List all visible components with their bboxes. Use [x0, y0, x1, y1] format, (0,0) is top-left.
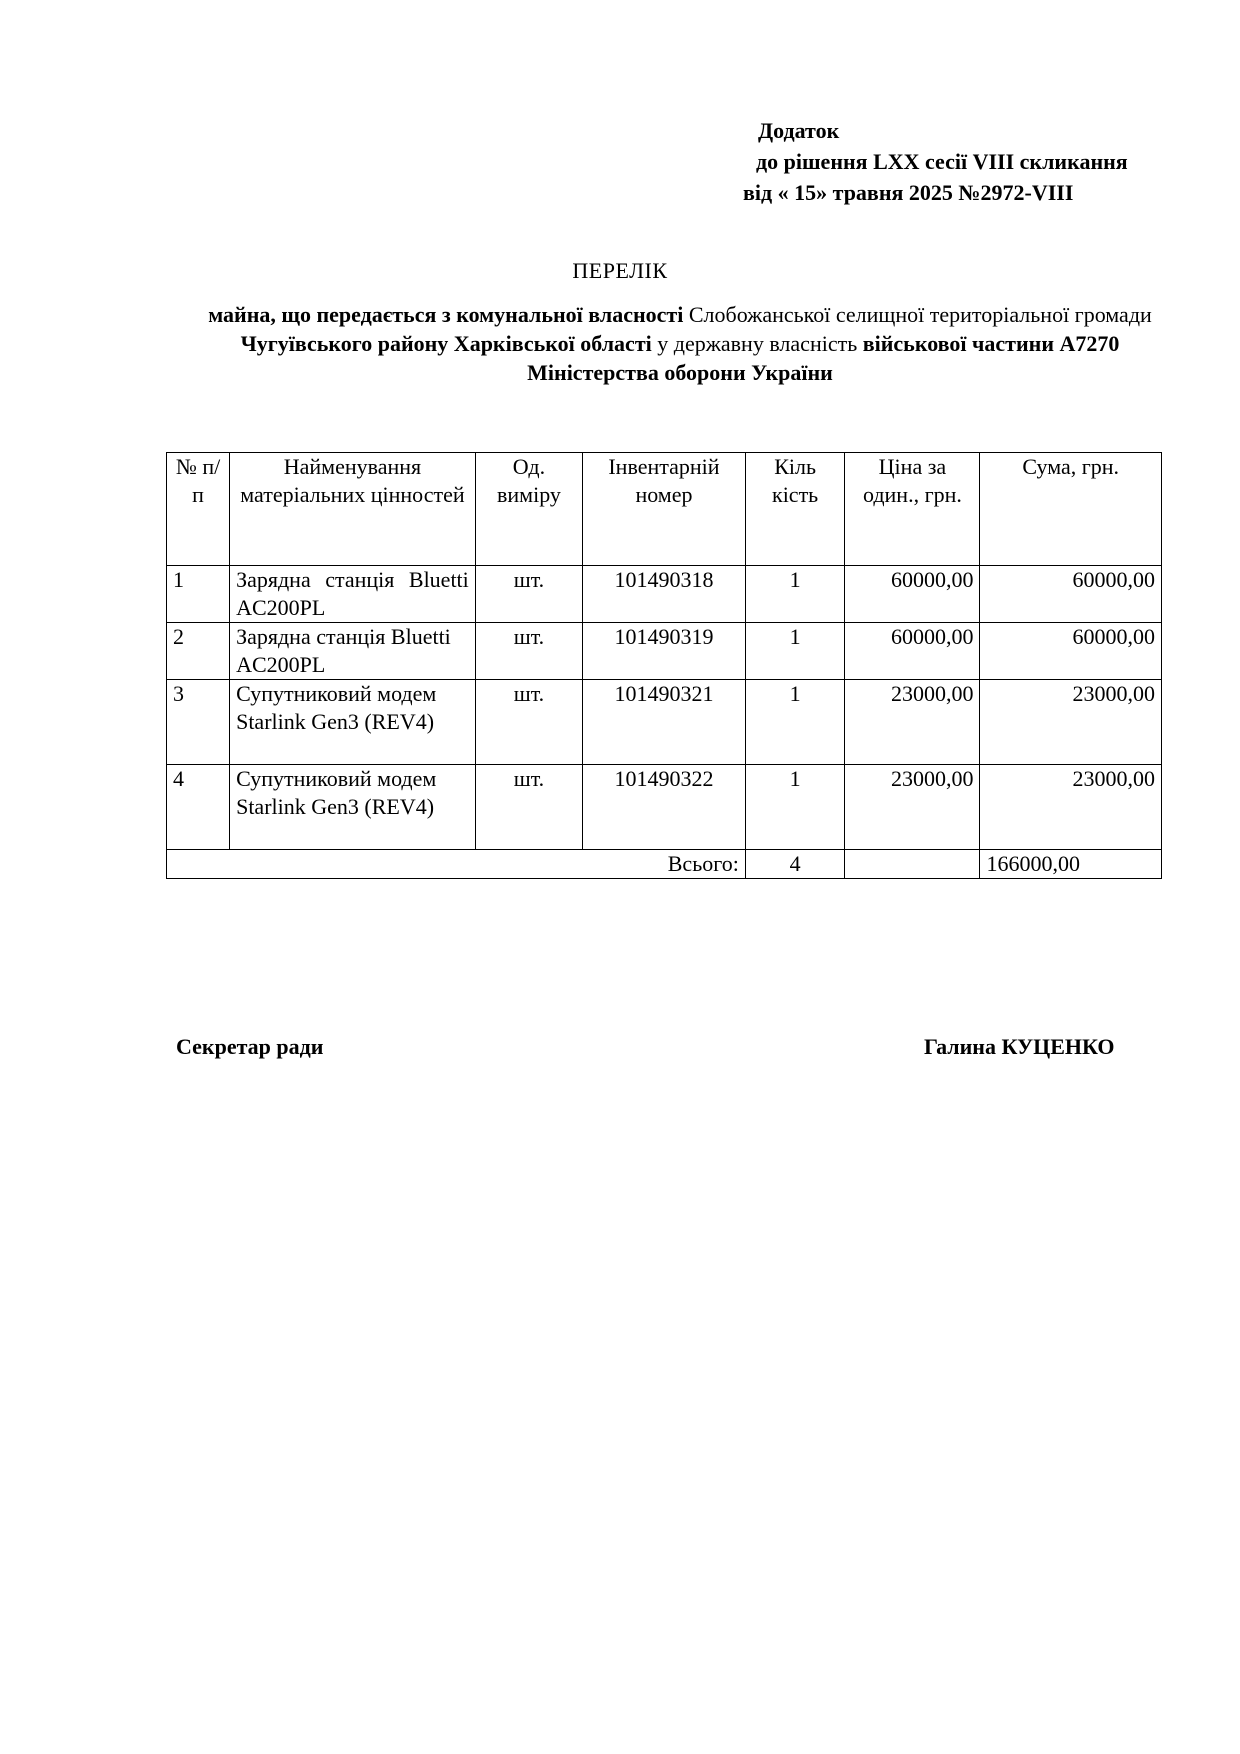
header-name: Найменування матеріальних цінностей — [230, 453, 476, 566]
header-sum: Сума, грн. — [980, 453, 1162, 566]
cell-unit-price: 23000,00 — [845, 765, 980, 850]
cell-sum: 60000,00 — [980, 623, 1162, 680]
cell-sum: 23000,00 — [980, 765, 1162, 850]
cell-sum: 60000,00 — [980, 566, 1162, 623]
cell-quantity: 1 — [745, 623, 845, 680]
cell-name: Супутниковий модем Starlink Gen3 (REV4) — [230, 765, 476, 850]
cell-unit: шт. — [475, 566, 582, 623]
annex-decision-date: від « 15» травня 2025 №2972-VIII — [743, 180, 1074, 205]
table-row — [167, 623, 1162, 680]
header-inventory-number: Інвентарній номер — [583, 453, 746, 566]
document-title: ПЕРЕЛІК — [572, 258, 668, 283]
cell-inventory-number: 101490318 — [583, 566, 746, 623]
cell-quantity: 1 — [745, 680, 845, 765]
table-total-row — [167, 850, 1162, 879]
total-sum: 166000,00 — [980, 850, 1162, 879]
subtitle-part-3: Чугуївського району Харківської області — [240, 331, 652, 356]
header-quantity: Кіль кість — [745, 453, 845, 566]
header-no: № п/п — [167, 453, 230, 566]
cell-unit: шт. — [475, 623, 582, 680]
header-unit: Од. виміру — [475, 453, 582, 566]
subtitle-part-2: Слобожанської селищної територіальної громади — [683, 302, 1152, 327]
subtitle-part-1: майна, що передається з комунальної власності — [208, 302, 684, 327]
total-unit-price — [845, 850, 980, 879]
cell-inventory-number: 101490319 — [583, 623, 746, 680]
cell-no: 4 — [167, 765, 230, 850]
cell-no: 1 — [167, 566, 230, 623]
cell-no: 2 — [167, 623, 230, 680]
cell-unit: шт. — [475, 680, 582, 765]
table-header-row — [167, 453, 1162, 566]
cell-unit: шт. — [475, 765, 582, 850]
cell-name: Зарядна станція Bluetti AC200PL — [230, 623, 476, 680]
cell-unit-price: 60000,00 — [845, 566, 980, 623]
cell-quantity: 1 — [745, 566, 845, 623]
cell-unit-price: 23000,00 — [845, 680, 980, 765]
document-subtitle — [180, 300, 1180, 387]
cell-name: Зарядна станція Bluetti AC200PL — [230, 566, 476, 623]
cell-name: Супутниковий модем Starlink Gen3 (REV4) — [230, 680, 476, 765]
annex-decision-ref: до рішення LXX сесії VIII скликання — [756, 149, 1128, 174]
cell-inventory-number: 101490322 — [583, 765, 746, 850]
subtitle-part-5: військової частини А7270 Міністерства оборони України — [527, 331, 1120, 385]
subtitle-part-4: у державну власність — [651, 331, 863, 356]
signer-name: Галина КУЦЕНКО — [924, 1034, 1115, 1059]
annex-heading: Додаток — [758, 118, 840, 143]
table-row — [167, 765, 1162, 850]
table-row — [167, 680, 1162, 765]
cell-sum: 23000,00 — [980, 680, 1162, 765]
header-unit-price: Ціна за один., грн. — [845, 453, 980, 566]
table-row — [167, 566, 1162, 623]
signer-title: Секретар ради — [176, 1034, 324, 1059]
cell-inventory-number: 101490321 — [583, 680, 746, 765]
cell-no: 3 — [167, 680, 230, 765]
total-label: Всього: — [167, 850, 746, 879]
property-table — [166, 452, 1162, 879]
cell-quantity: 1 — [745, 765, 845, 850]
total-quantity: 4 — [745, 850, 845, 879]
cell-unit-price: 60000,00 — [845, 623, 980, 680]
